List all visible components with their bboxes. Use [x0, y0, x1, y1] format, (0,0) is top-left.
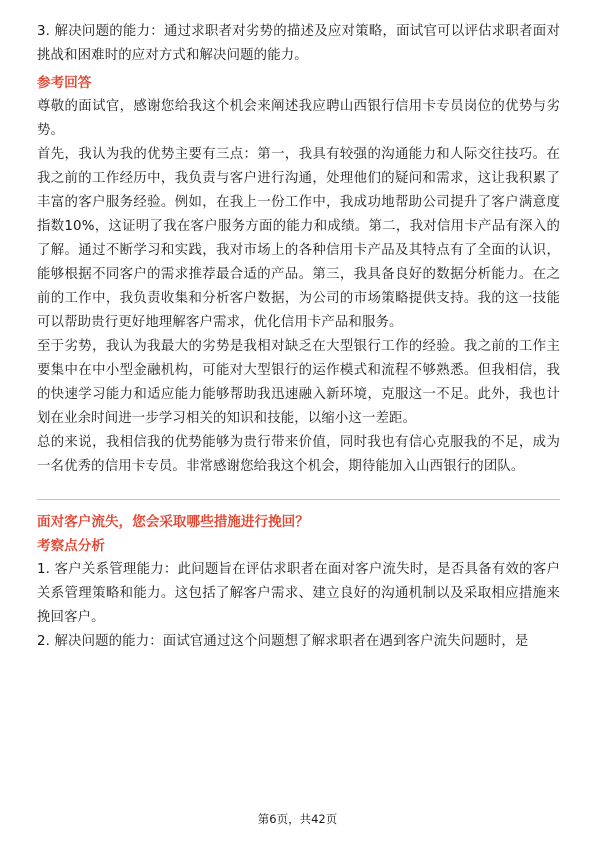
page-number: 第6页，共42页	[257, 812, 338, 826]
answer-paragraph: 总的来说，我相信我的优势能够为贵行带来价值，同时我也有信心克服我的不足，成为一名优秀的信用卡专员。非常感谢您给我这个机会，期待能加入山西银行的团队。	[37, 435, 560, 474]
reference-answer-heading: 参考回答	[37, 75, 92, 91]
page-content	[37, 20, 560, 654]
answer-paragraph: 首先，我认为我的优势主要有三点：第一，我具有较强的沟通能力和人际交往技巧。在我之前的工作经历中，我负责与客户进行沟通，处理他们的疑问和需求，这让我积累了丰富的客户服务经验。例如，在我上一份工作中，我成功地帮助公司提升了客户满意度指数10%，这证明了我在客户服务方面的能力和成绩。第二，我对信用卡产品有深入的了解。通过不断学习和实践，我对市场上的各种信用卡产品及其特点有了全面的认识，能够根据不同客户的需求推荐最合适的产品。第三，我具备良好的数据分析能力。在之前的工作中，我负责收集和分析客户数据，为公司的市场策略提供支持。我的这一技能可以帮助贵行更好地理解客户需求，优化信用卡产品和服务。	[37, 147, 560, 330]
analysis-point-3: 3. 解决问题的能力：通过求职者对劣势的描述及应对策略，面试官可以评估求职者面对挑战和困难时的应对方式和解决问题的能力。	[37, 24, 560, 63]
question-title: 面对客户流失，您会采取哪些措施进行挽回？	[37, 514, 309, 530]
analysis-heading: 考察点分析	[37, 538, 105, 554]
answer-paragraph: 至于劣势，我认为我最大的劣势是我相对缺乏在大型银行工作的经验。我之前的工作主要集中在中小型金融机构，可能对大型银行的运作模式和流程不够熟悉。但我相信，我的快速学习能力和适应能力能够帮助我迅速融入新环境，克服这一不足。此外，我也计划在业余时间进一步学习相关的知识和技能，以缩小这一差距。	[37, 339, 560, 426]
analysis-point-1: 1. 客户关系管理能力：此问题旨在评估求职者在面对客户流失时，是否具备有效的客户关系管理策略和能力。这包括了解客户需求、建立良好的沟通机制以及采取相应措施来挽回客户。	[37, 562, 560, 625]
analysis-point-2: 2. 解决问题的能力：面试官通过这个问题想了解求职者在遇到客户流失问题时，是	[37, 634, 529, 649]
answer-paragraph: 尊敬的面试官，感谢您给我这个机会来阐述我应聘山西银行信用卡专员岗位的优势与劣势。	[37, 99, 560, 138]
section-divider	[37, 499, 560, 500]
